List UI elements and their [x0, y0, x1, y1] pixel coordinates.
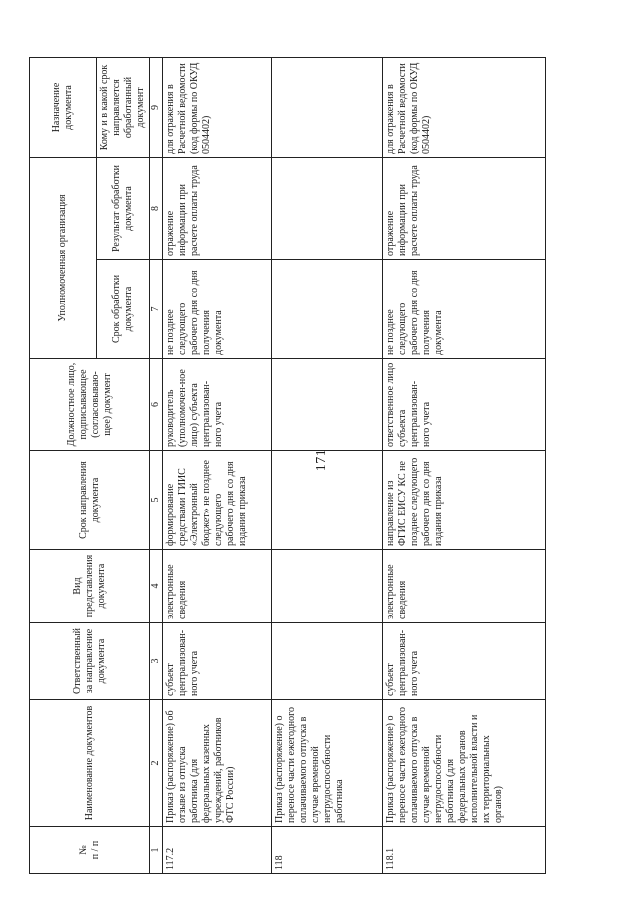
- header-num: № п / п: [30, 827, 150, 874]
- cell-num: 118: [272, 827, 383, 874]
- header-authorized-org: Уполномоченная организация: [30, 157, 97, 358]
- header-responsible: Ответственный за направление документа: [30, 623, 150, 700]
- cell-responsible: [272, 623, 383, 700]
- column-number: 2: [150, 700, 163, 827]
- cell-deadline: [272, 451, 383, 550]
- cell-responsible: субъект централизован-ного учета: [163, 623, 272, 700]
- header-purpose-to: Кому и в какой срок направляется обработанный документ: [97, 57, 150, 157]
- header-purpose: Назначение документа: [30, 57, 97, 157]
- cell-form: электронные сведения: [383, 550, 546, 623]
- cell-purpose: для отражения в Расчетной ведомости (код формы по ОКУД 0504402): [163, 57, 272, 157]
- table-row: [272, 57, 383, 873]
- cell-org-result: [272, 157, 383, 259]
- cell-org-deadline: [272, 260, 383, 359]
- cell-num: 117.2: [163, 827, 272, 874]
- column-number: 3: [150, 623, 163, 700]
- cell-num: 118.1: [383, 827, 546, 874]
- cell-deadline: направление из ФГИС ЕИСУ КС не позднее следующего рабочего дня со дня издания приказа: [383, 451, 546, 550]
- header-org-deadline: Срок обработки документа: [97, 260, 150, 359]
- cell-org-result: отражение информации при расчете оплаты труда: [163, 157, 272, 259]
- header-form: Вид представления документа: [30, 550, 150, 623]
- cell-form: [272, 550, 383, 623]
- cell-deadline: формирование средствами ГИИС «Электронный бюджет» не позднее следующего рабочего дня со дня издания приказа: [163, 451, 272, 550]
- cell-official: руководитель (уполномочен-ное лицо) субъекта централизован-ного учета: [163, 359, 272, 451]
- cell-org-deadline: не позднее следующего рабочего дня со дня получения документа: [163, 260, 272, 359]
- table-row: [163, 57, 272, 873]
- cell-doc-name: Приказ (распоряжение) об отзыве из отпуска работника (для федеральных казенных учреждений, работников ФТС России): [163, 700, 272, 827]
- column-number-row: [150, 57, 163, 873]
- cell-org-result: отражение информации при расчете оплаты труда: [383, 157, 546, 259]
- document-flow-table: [29, 57, 546, 874]
- rotated-table-frame: [29, 58, 550, 874]
- cell-purpose: [272, 57, 383, 157]
- cell-form: электронные сведения: [163, 550, 272, 623]
- cell-official: ответственное лицо субъекта централизован-ного учета: [383, 359, 546, 451]
- cell-responsible: субъект централизован-ного учета: [383, 623, 546, 700]
- cell-purpose: для отражения в Расчетной ведомости (код формы по ОКУД 0504402): [383, 57, 546, 157]
- column-number: 9: [150, 57, 163, 157]
- table-row: [383, 57, 546, 873]
- header-doc-name: Наименование документов: [30, 700, 150, 827]
- column-number: 8: [150, 157, 163, 259]
- page-number: 171: [314, 448, 329, 472]
- column-number: 4: [150, 550, 163, 623]
- header-org-result: Результат обработки документа: [97, 157, 150, 259]
- header-row: [30, 57, 97, 873]
- cell-org-deadline: не позднее следующего рабочего дня со дня получения документа: [383, 260, 546, 359]
- cell-official: [272, 359, 383, 451]
- header-deadline: Срок направления документа: [30, 451, 150, 550]
- column-number: 1: [150, 827, 163, 874]
- cell-doc-name: Приказ (распоряжение) о переносе части ежегодного оплачиваемого отпуска в случае временной нетрудоспособности работника (для федеральных органов исполнительной власти и их территориальных органов): [383, 700, 546, 827]
- header-official: Должностное лицо, подписывающее (согласовываю-щее) документ: [30, 359, 150, 451]
- column-number: 5: [150, 451, 163, 550]
- cell-doc-name: Приказ (распоряжение) о переносе части ежегодного оплачиваемого отпуска в случае временной нетрудоспособности работника: [272, 700, 383, 827]
- column-number: 6: [150, 359, 163, 451]
- column-number: 7: [150, 260, 163, 359]
